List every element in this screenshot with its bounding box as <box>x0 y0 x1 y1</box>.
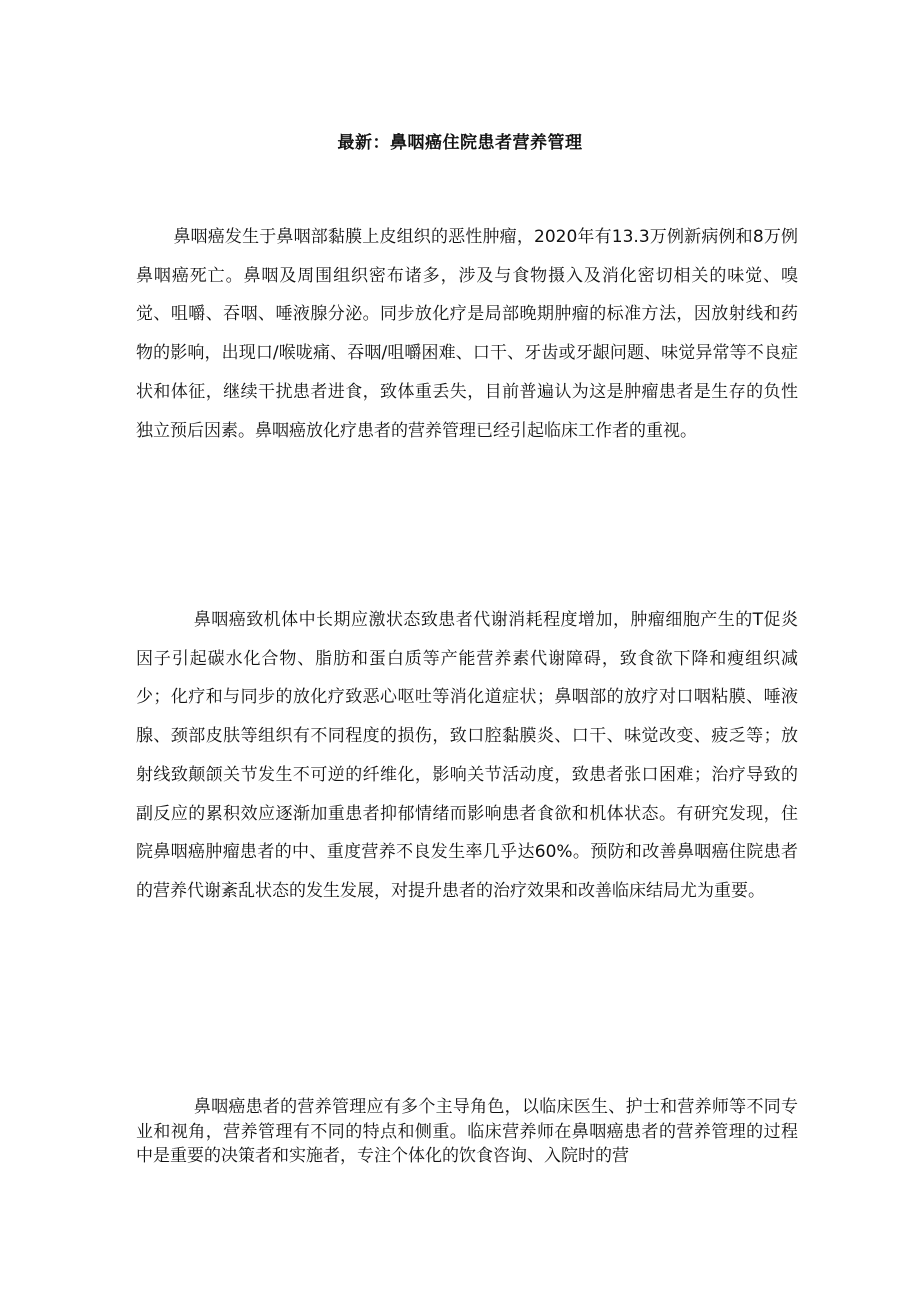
paragraph-metabolism: 鼻咽癌致机体中长期应激状态致患者代谢消耗程度增加，肿瘤细胞产生的T促炎因子引起碳水化合物、脂肪和蛋白质等产能营养素代谢障碍，致食欲下降和瘦组织减少；化疗和与同步的放化疗致恶心呕吐等消化道症状；鼻咽部的放疗对口咽粘膜、唾液腺、颈部皮肤等组织有不同程度的损伤，致口腔黏膜炎、口干、味觉改变、疲乏等；放射线致颠颌关节发生不可逆的纤维化，影响关节活动度，致患者张口困难；治疗导致的副反应的累积效应逐渐加重患者抑郁情绪而影响患者食欲和机体状态。有研究发现，住院鼻咽癌肿瘤患者的中、重度营养不良发生率几乎达60%。预防和改善鼻咽癌住院患者的营养代谢紊乱状态的发生发展，对提升患者的治疗效果和改善临床结局尤为重要。 <box>136 610 798 901</box>
document-title: 最新：鼻咽癌住院患者营养管理 <box>337 133 583 153</box>
paragraph-management: 鼻咽癌患者的营养管理应有多个主导角色，以临床医生、护士和营养师等不同专业和视角，营养管理有不同的特点和侧重。临床营养师在鼻咽癌患者的营养管理的过程中是重要的决策者和实施者，专注个体化的饮食咨询、入院时的营 <box>136 1097 798 1166</box>
paragraph-intro: 鼻咽癌发生于鼻咽部黏膜上皮组织的恶性肿瘤，2020年有13.3万例新病例和8万例鼻咽癌死亡。鼻咽及周围组织密布诸多，涉及与食物摄入及消化密切相关的味觉、嗅觉、咀嚼、吞咽、唾液腺分泌。同步放化疗是局部晚期肿瘤的标准方法，因放射线和药物的影响，出现口/喉咙痛、吞咽/咀嚼困难、口干、牙齿或牙龈问题、味觉异常等不良症状和体征，继续干扰患者进食，致体重丢失，目前普遍认为这是肿瘤患者是生存的负性独立预后因素。鼻咽癌放化疗患者的营养管理已经引起临床工作者的重视。 <box>136 227 798 441</box>
